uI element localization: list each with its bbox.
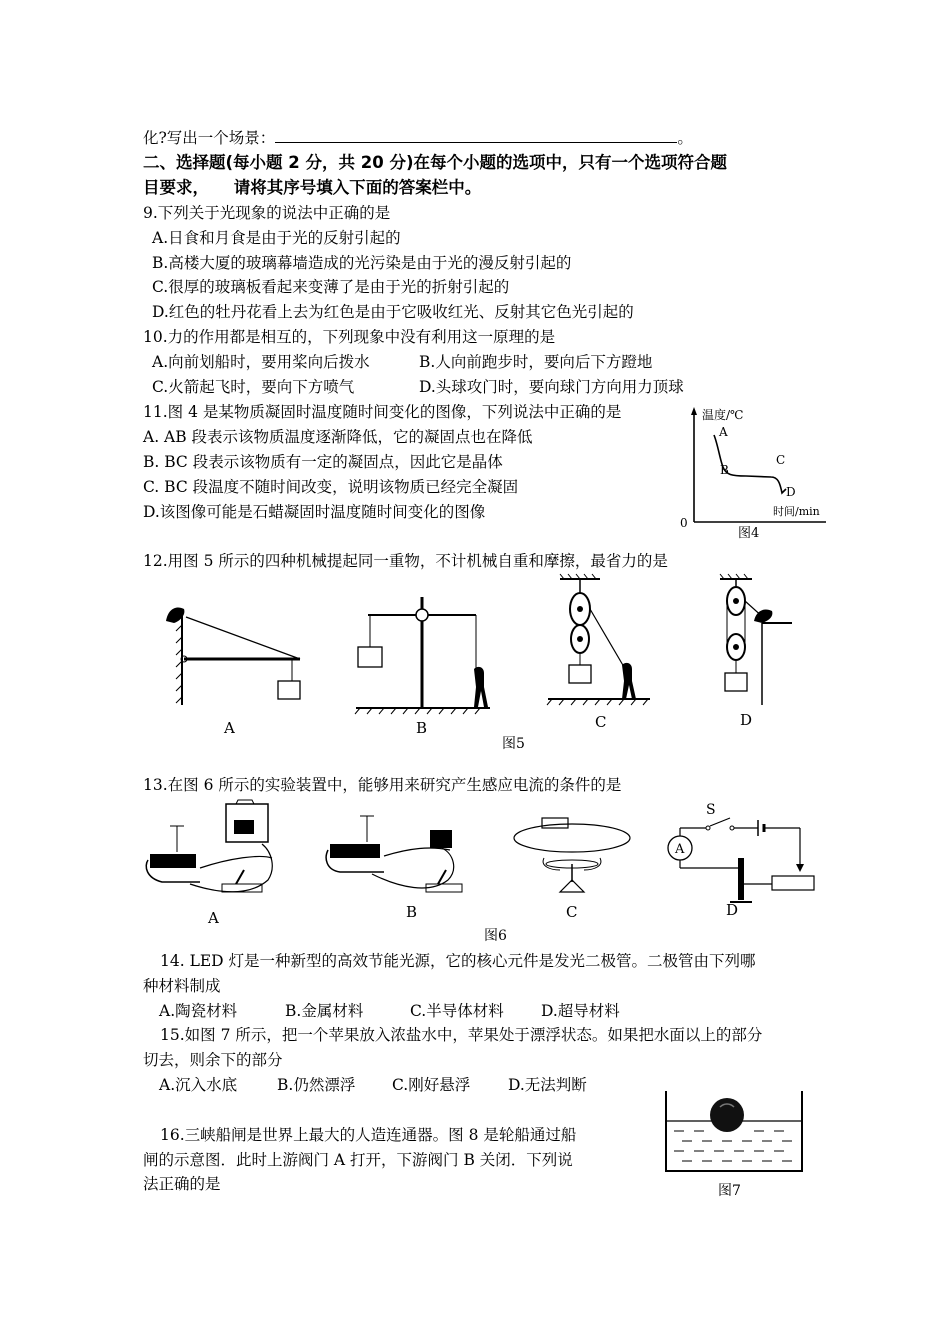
q10-option-a: A.向前划船时，要用桨向后拨水 <box>152 353 370 371</box>
q11-stem: 11.图 4 是某物质凝固时温度随时间变化的图像，下列说法中正确的是 <box>143 403 622 421</box>
figure-5-machines <box>150 575 800 755</box>
fig6-meter-label: A <box>675 842 685 857</box>
fig6-setup-b <box>326 816 462 892</box>
q10-option-c: C.火箭起飞时，要向下方喷气 <box>152 378 355 396</box>
q14-option-b: B.金属材料 <box>285 1002 364 1020</box>
fig4-point-a: A <box>719 425 728 439</box>
fig5-machine-a <box>166 608 300 706</box>
fig5-label-d: D <box>740 711 753 729</box>
prev-question-tail <box>143 128 693 148</box>
fig4-point-d: D <box>786 485 796 499</box>
q11-option-d: D.该图像可能是石蜡凝固时温度随时间变化的图像 <box>143 503 486 521</box>
answer-blank[interactable] <box>275 128 677 143</box>
q15-stem-line1: 15.如图 7 所示，把一个苹果放入浓盐水中，苹果处于漂浮状态。如果把水面以上的部分 <box>160 1026 763 1044</box>
figure-4-cooling-curve <box>676 405 836 545</box>
prev-question-prefix: 化?写出一个场景： <box>143 129 276 147</box>
prev-question-suffix: 。 <box>677 129 693 147</box>
q16-stem-line3: 法正确的是 <box>143 1175 221 1193</box>
fig6-label-a: A <box>208 909 219 927</box>
q14-stem-line2: 种材料制成 <box>143 977 221 995</box>
fig5-caption: 图5 <box>502 736 525 752</box>
q10-stem: 10.力的作用都是相互的，下列现象中没有利用这一原理的是 <box>143 328 556 346</box>
fig7-caption: 图7 <box>718 1183 741 1199</box>
q15-option-c: C.刚好悬浮 <box>392 1076 471 1094</box>
q16-stem-line1: 16.三峡船闸是世界上最大的人造连通器。图 8 是轮船通过船 <box>160 1126 577 1144</box>
fig6-label-d: D <box>726 901 739 919</box>
figure-6-setups <box>140 798 820 948</box>
figure-7-apple-in-brine <box>660 1085 810 1200</box>
q15-option-b: B.仍然漂浮 <box>277 1076 356 1094</box>
q15-stem-line2: 切去，则余下的部分 <box>143 1051 283 1069</box>
q16-stem-line2: 闸的示意图．此时上游阀门 A 打开，下游阀门 B 关闭．下列说 <box>143 1151 573 1169</box>
q15-option-d: D.无法判断 <box>508 1076 587 1094</box>
q10-option-b: B.人向前跑步时，要向后下方蹬地 <box>419 353 653 371</box>
q13-stem: 13.在图 6 所示的实验装置中，能够用来研究产生感应电流的条件的是 <box>143 776 622 794</box>
fig5-machine-b <box>355 597 490 714</box>
y-axis-arrow-icon <box>691 407 697 415</box>
fig6-caption: 图6 <box>484 928 507 944</box>
fig6-setup-c <box>514 818 630 892</box>
apple-icon <box>710 1098 744 1132</box>
fig5-machine-c <box>547 574 650 705</box>
fig4-point-c: C <box>776 453 786 467</box>
fig6-setup-a <box>146 800 272 892</box>
fig4-origin: 0 <box>680 516 688 530</box>
q11-option-c: C. BC 段温度不随时间改变，说明该物质已经完全凝固 <box>143 478 519 496</box>
fig6-label-b: B <box>406 903 418 921</box>
fig5-label-b: B <box>416 719 428 737</box>
fig6-switch-label: S <box>706 802 716 818</box>
q14-option-d: D.超导材料 <box>541 1002 620 1020</box>
q9-option-c: C.很厚的玻璃板看起来变薄了是由于光的折射引起的 <box>152 278 510 296</box>
q9-stem: 9.下列关于光现象的说法中正确的是 <box>143 204 391 222</box>
fig6-setup-d <box>668 818 814 902</box>
q9-option-d: D.红色的牡丹花看上去为红色是由于它吸收红光、反射其它色光引起的 <box>152 303 634 321</box>
fig5-label-a: A <box>224 719 235 737</box>
fig5-label-c: C <box>595 713 607 731</box>
fig5-machine-d <box>720 574 792 705</box>
fig4-point-b: B <box>720 463 729 477</box>
q9-option-a: A.日食和月食是由于光的反射引起的 <box>152 229 401 247</box>
q9-option-b: B.高楼大厦的玻璃幕墙造成的光污染是由于光的漫反射引起的 <box>152 254 572 272</box>
fig4-caption: 图4 <box>738 526 760 541</box>
q14-option-c: C.半导体材料 <box>410 1002 504 1020</box>
q15-option-a: A.沉入水底 <box>159 1076 238 1094</box>
q11-option-b: B. BC 段表示该物质有一定的凝固点，因此它是晶体 <box>143 453 503 471</box>
fig4-y-label: 温度/℃ <box>702 408 744 422</box>
q11-option-a: A. AB 段表示该物质温度逐渐降低，它的凝固点也在降低 <box>143 428 533 446</box>
q12-stem: 12.用图 5 所示的四种机械提起同一重物，不计机械自重和摩擦，最省力的是 <box>143 552 668 570</box>
section-title-line1: 二、选择题(每小题 2 分，共 20 分)在每个小题的选项中，只有一个选项符合题 <box>143 153 728 172</box>
q14-stem-line1: 14. LED 灯是一种新型的高效节能光源，它的核心元件是发光二极管。二极管由下列哪 <box>160 952 756 970</box>
water-hatching <box>674 1131 792 1161</box>
fig6-label-c: C <box>566 903 578 921</box>
fig4-x-label: 时间/min <box>773 505 820 518</box>
q14-option-a: A.陶瓷材料 <box>159 1002 238 1020</box>
section-title-line2: 目要求， 请将其序号填入下面的答案栏中。 <box>143 178 482 197</box>
q10-option-d: D.头球攻门时，要向球门方向用力顶球 <box>419 378 684 396</box>
